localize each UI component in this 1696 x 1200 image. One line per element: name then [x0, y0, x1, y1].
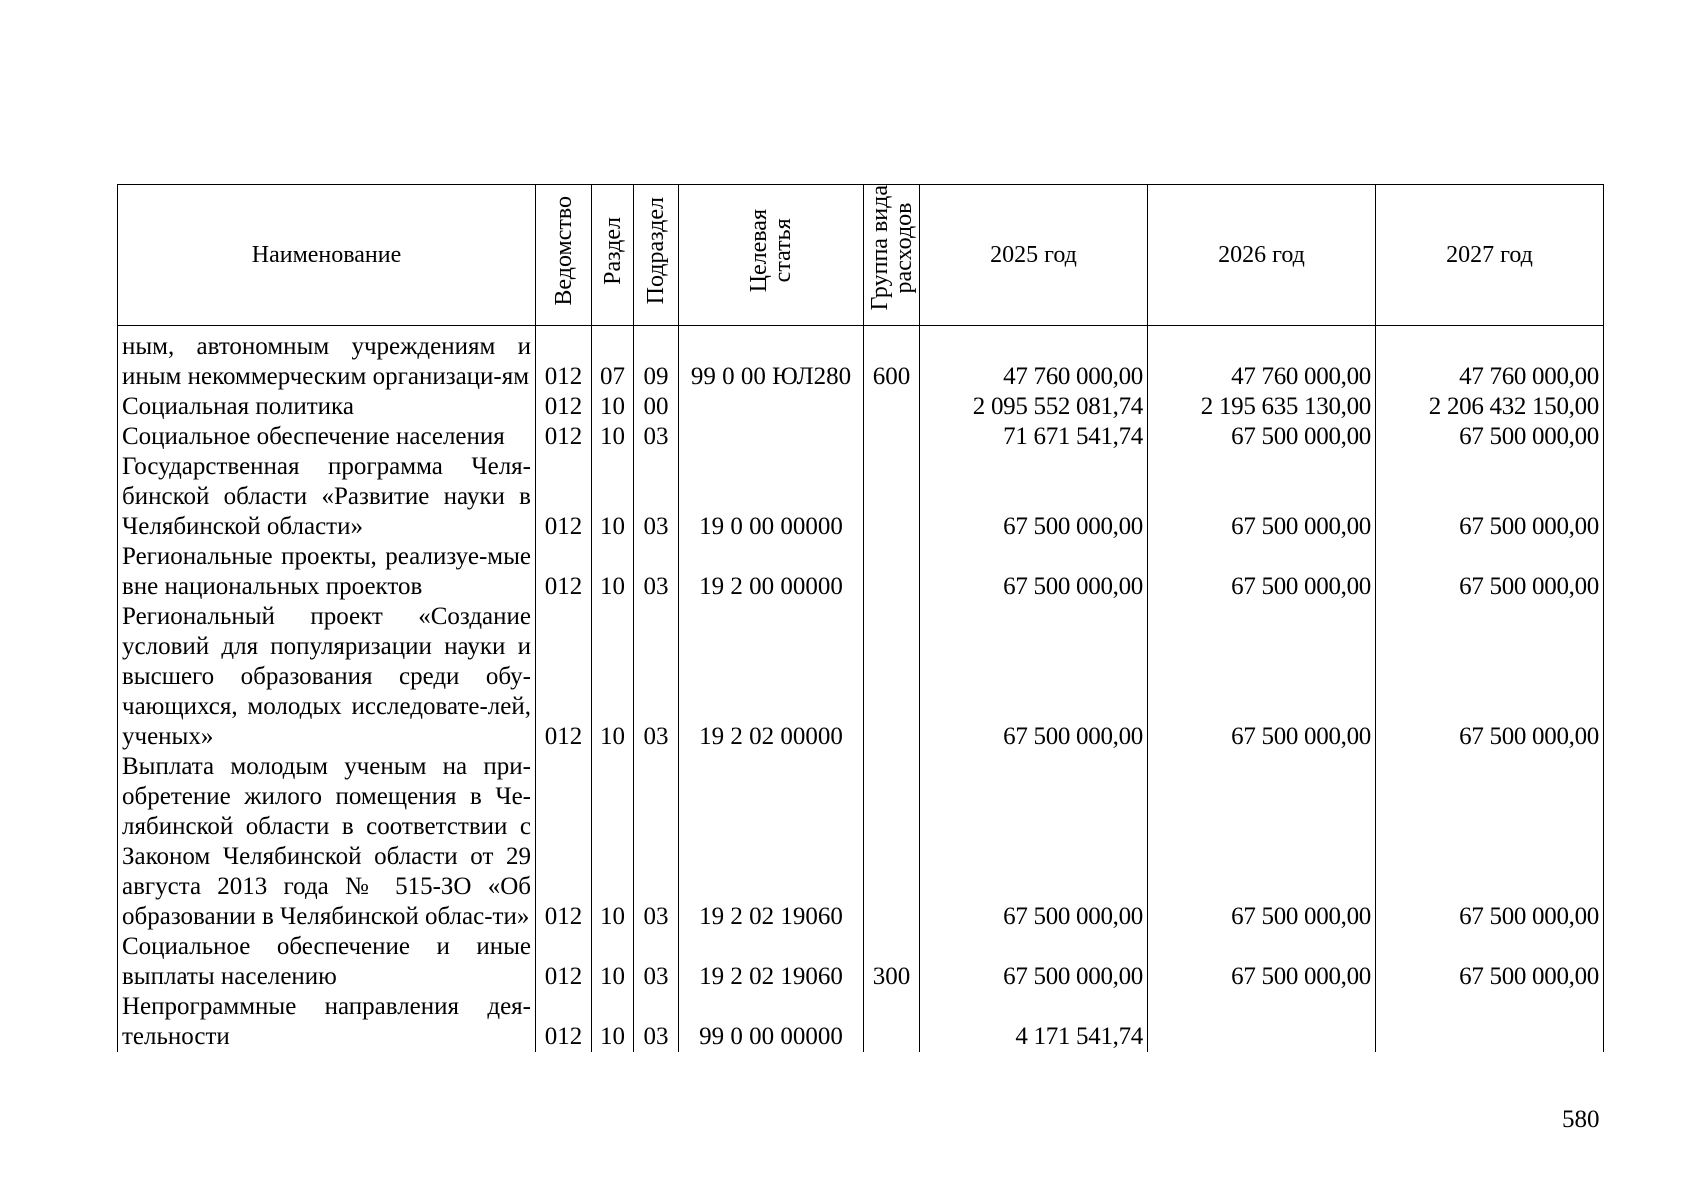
cell-expense-group: 300 [864, 932, 920, 992]
cell-section: 10 [592, 602, 634, 752]
table-row [118, 326, 1604, 393]
cell-amount-2026: 67 500 000,00 [1148, 422, 1376, 452]
cell-subsection: 03 [634, 932, 679, 992]
cell-expense-group [864, 992, 920, 1052]
cell-amount-2026 [1148, 992, 1376, 1052]
cell-amount-2026: 67 500 000,00 [1148, 602, 1376, 752]
cell-section: 10 [592, 752, 634, 932]
cell-target-article [679, 422, 864, 452]
cell-expense-group [864, 452, 920, 542]
header-year-2026: 2026 год [1148, 185, 1376, 326]
cell-section: 07 [592, 326, 634, 393]
cell-amount-2025: 47 760 000,00 [920, 326, 1148, 393]
cell-amount-2027: 67 500 000,00 [1376, 542, 1604, 602]
cell-amount-2026: 67 500 000,00 [1148, 452, 1376, 542]
cell-name: Региональный проект «Создание условий для популяризации науки и высшего образования среди обу-чающихся, молодых исследовате-лей, ученых» [118, 602, 536, 752]
cell-expense-group [864, 752, 920, 932]
cell-department: 012 [536, 422, 592, 452]
cell-department: 012 [536, 992, 592, 1052]
header-section: Раздел [592, 185, 634, 326]
cell-expense-group [864, 422, 920, 452]
cell-subsection: 03 [634, 992, 679, 1052]
table-row [118, 992, 1604, 1052]
cell-amount-2026: 67 500 000,00 [1148, 752, 1376, 932]
cell-amount-2027: 2 206 432 150,00 [1376, 392, 1604, 422]
cell-section: 10 [592, 392, 634, 422]
page-number: 580 [1562, 1106, 1600, 1133]
cell-amount-2027: 67 500 000,00 [1376, 602, 1604, 752]
cell-target-article: 99 0 00 ЮЛ280 [679, 326, 864, 393]
cell-amount-2026: 2 195 635 130,00 [1148, 392, 1376, 422]
cell-expense-group [864, 392, 920, 422]
table-row [118, 452, 1604, 542]
header-department: Ведомство [536, 185, 592, 326]
cell-target-article: 19 2 00 00000 [679, 542, 864, 602]
header-name: Наименование [118, 185, 536, 326]
cell-subsection: 03 [634, 452, 679, 542]
cell-amount-2026: 67 500 000,00 [1148, 932, 1376, 992]
cell-target-article: 19 2 02 19060 [679, 932, 864, 992]
cell-amount-2027: 67 500 000,00 [1376, 932, 1604, 992]
cell-section: 10 [592, 422, 634, 452]
cell-name: Выплата молодым ученым на при-обретение жилого помещения в Че-лябинской области в соответствии с Законом Челябинской области от 29 августа 2013 года № 515-ЗО «Об образовании в Челябинской облас-ти» [118, 752, 536, 932]
cell-expense-group [864, 542, 920, 602]
header-expense-group: Группа вида расходов [864, 185, 920, 326]
cell-name: Региональные проекты, реализуе-мые вне национальных проектов [118, 542, 536, 602]
cell-section: 10 [592, 542, 634, 602]
header-target-article: Целевая статья [679, 185, 864, 326]
cell-department: 012 [536, 542, 592, 602]
cell-target-article [679, 392, 864, 422]
cell-subsection: 00 [634, 392, 679, 422]
cell-name: Социальное обеспечение и иные выплаты населению [118, 932, 536, 992]
cell-amount-2026: 67 500 000,00 [1148, 542, 1376, 602]
cell-amount-2025: 67 500 000,00 [920, 602, 1148, 752]
cell-section: 10 [592, 992, 634, 1052]
table-row [118, 422, 1604, 452]
cell-expense-group [864, 602, 920, 752]
cell-expense-group: 600 [864, 326, 920, 393]
header-year-2025: 2025 год [920, 185, 1148, 326]
cell-subsection: 03 [634, 422, 679, 452]
cell-department: 012 [536, 752, 592, 932]
cell-amount-2025: 2 095 552 081,74 [920, 392, 1148, 422]
header-year-2027: 2027 год [1376, 185, 1604, 326]
cell-amount-2026: 47 760 000,00 [1148, 326, 1376, 393]
cell-name: Социальная политика [118, 392, 536, 422]
table-row [118, 392, 1604, 422]
cell-amount-2027: 47 760 000,00 [1376, 326, 1604, 393]
cell-section: 10 [592, 452, 634, 542]
cell-department: 012 [536, 602, 592, 752]
cell-target-article: 99 0 00 00000 [679, 992, 864, 1052]
table-row [118, 932, 1604, 992]
header-row [118, 185, 1604, 326]
cell-subsection: 03 [634, 752, 679, 932]
cell-target-article: 19 2 02 19060 [679, 752, 864, 932]
cell-department: 012 [536, 932, 592, 992]
cell-amount-2027: 67 500 000,00 [1376, 452, 1604, 542]
cell-name: Непрограммные направления дея-тельности [118, 992, 536, 1052]
cell-amount-2025: 67 500 000,00 [920, 542, 1148, 602]
cell-amount-2025: 67 500 000,00 [920, 932, 1148, 992]
cell-amount-2027 [1376, 992, 1604, 1052]
cell-name: ным, автономным учреждениям и иным некоммерческим организаци-ям [118, 326, 536, 393]
budget-table [117, 184, 1604, 1052]
table-row [118, 752, 1604, 932]
cell-department: 012 [536, 326, 592, 393]
cell-name: Социальное обеспечение населения [118, 422, 536, 452]
table-row [118, 542, 1604, 602]
cell-amount-2027: 67 500 000,00 [1376, 752, 1604, 932]
cell-amount-2025: 4 171 541,74 [920, 992, 1148, 1052]
cell-subsection: 03 [634, 602, 679, 752]
cell-department: 012 [536, 392, 592, 422]
header-subsection: Подраздел [634, 185, 679, 326]
cell-name: Государственная программа Челя-бинской области «Развитие науки в Челябинской области» [118, 452, 536, 542]
cell-amount-2025: 71 671 541,74 [920, 422, 1148, 452]
cell-section: 10 [592, 932, 634, 992]
cell-subsection: 09 [634, 326, 679, 393]
cell-target-article: 19 2 02 00000 [679, 602, 864, 752]
cell-subsection: 03 [634, 542, 679, 602]
table-body [118, 326, 1604, 1053]
cell-department: 012 [536, 452, 592, 542]
cell-target-article: 19 0 00 00000 [679, 452, 864, 542]
cell-amount-2025: 67 500 000,00 [920, 452, 1148, 542]
cell-amount-2027: 67 500 000,00 [1376, 422, 1604, 452]
cell-amount-2025: 67 500 000,00 [920, 752, 1148, 932]
table-row [118, 602, 1604, 752]
